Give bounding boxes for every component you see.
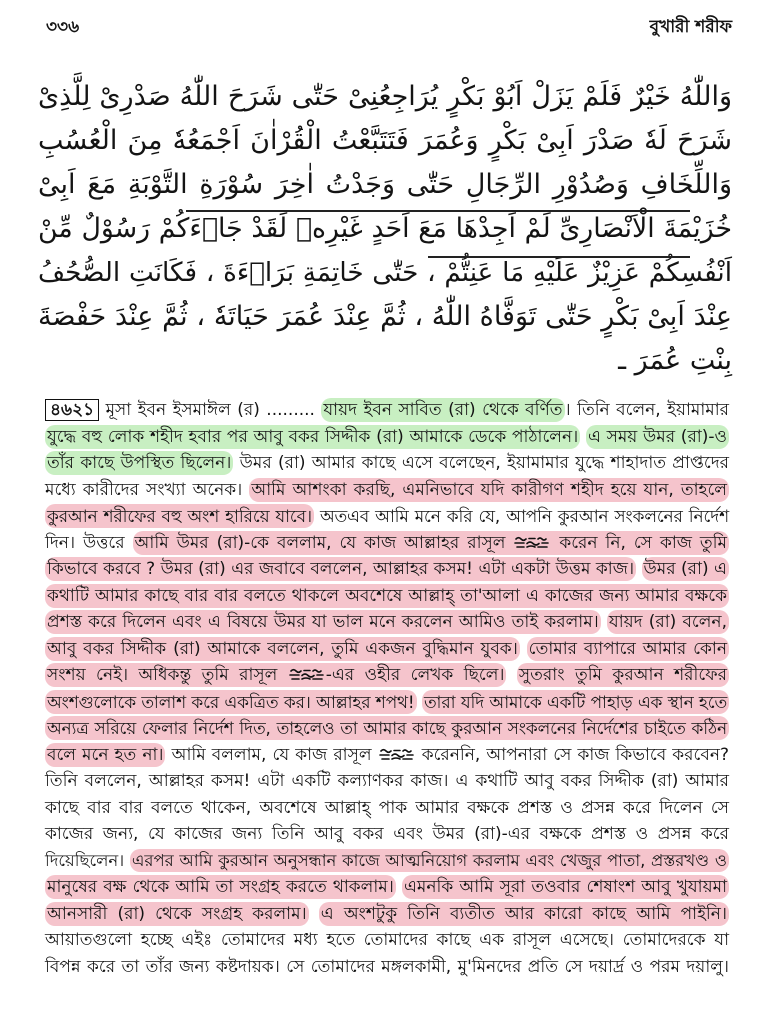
- highlighted-text: তারা যদি আমাকে একটি পাহাড় এক স্থান হতে: [423, 691, 728, 712]
- highlighted-text: কুরআন শরীফের বহু অংশ হারিয়ে যাবে।: [47, 506, 312, 526]
- hadith-line: [45, 768, 729, 795]
- highlighted-text: কথাটি আমার কাছে বার বার বলতে থাকলে অবশেষে আল্লাহ্ তা'আলা এ কাজের জন্য আমার বক্ষকে: [47, 585, 727, 606]
- arabic-line: عِنْدَ اَبِىْ بَكْرٍ حَتّٰى تَوَفَّاهُ اللّٰهُ ، ثُمَّ عِنْدَ عُمَرَ حَيَاتَهٗ ، ثُمَّ عِنْدَ حَفْصَةَ: [38, 301, 732, 332]
- text-segment: কাজের জন্য, যে কাজের জন্য তিনি আবু বকর এবং উমর (রা)-এর বক্ষকে প্রশস্ত ও প্রসন্ন করে: [45, 824, 729, 844]
- hadith-line: [45, 848, 729, 875]
- highlighted-text: যায়দ (রা) বলেন,: [608, 612, 727, 632]
- text-segment: আয়াতগুলো হচ্ছে এইঃ তোমাদের মধ্য হতে তোমাদের কাছে এক রাসূল এসেছে। তোমাদেরকে যা: [45, 930, 729, 950]
- hadith-line: [45, 795, 729, 822]
- highlighted-text: সুতরাং তুমি কুরআন শরীফের: [518, 665, 727, 685]
- highlighted-text: উমর (রা) এ: [643, 559, 727, 579]
- highlighted-text: তাঁর কাছে উপস্থিত ছিলেন।: [47, 453, 232, 473]
- hadith-translation-block: [45, 397, 729, 980]
- arabic-line: وَاللّٰهُ خَيْرٌ فَلَمْ يَزَلْ اَبُوْ بَكْرٍ يُرَاجِعُنِىْ حَتّٰى شَرَحَ اللّٰهُ صَدْرِىْ لِلَّذِىْ: [38, 81, 732, 112]
- arabic-underline: [186, 210, 690, 212]
- text-segment: আমি উমর (রা)-কে বললাম, যে কাজ আল্লাহর রাসূল: [134, 532, 514, 553]
- arabic-line: اَنْفُسِكُمْ عَزِيْزٌ عَلَيْهِ مَا عَنِتُّمْ ، حَتّٰى خَاتِمَةِ بَرَاۤءَةَ ، فَكَانَتِ الصُّحُفُ: [38, 258, 732, 288]
- highlighted-text: মানুষের বক্ষ থেকে আমি তা সংগ্রহ করতে থাকলাম।: [47, 877, 394, 897]
- text-segment: তিনি বললেন, আল্লাহর কসম! এটা একটি কল্যাণকর কাজ। এ কথাটি আবু বকর সিদ্দীক (রা) আমার: [45, 771, 729, 791]
- highlighted-text: যুদ্ধে বহু লোক শহীদ হবার পর আবু বকর সিদ্দীক (রা) আমাকে ডেকে পাঠালেন।: [47, 426, 579, 447]
- hadith-line: [45, 450, 729, 477]
- highlighted-text: আবু বকর সিদ্দীক (রা) আমাকে বললেন, তুমি একজন বুদ্ধিমান যুবক।: [47, 638, 518, 659]
- text-segment: আমি বললাম, যে কাজ রাসূল: [165, 744, 378, 765]
- highlighted-text: অন্যত্র সরিয়ে ফেলার নির্দেশ দিত, তাহলেও তা আমার কাছে কুরআন সংকলনের নির্দেশের চাইতে কঠিন: [47, 718, 727, 738]
- highlighted-text: তোমার ব্যাপারে আমার কোন: [528, 638, 728, 659]
- arabic-line: شَرَحَ لَهٗ صَدْرَ اَبِىْ بَكْرٍ وَعُمَرَ فَتَتَبَّعْتُ الْقُرْاٰنَ اَجْمَعُهٗ مِنَ الْعُسُبِ: [38, 125, 732, 156]
- arabic-line: وَاللِّخَافِ وَصُدُوْرِ الرِّجَالِ حَتّٰى وَجَدْتُ اٰخِرَ سُوْرَةِ التَّوْبَةِ مَعَ اَبِىْ: [38, 169, 732, 200]
- text-segment: [636, 559, 641, 579]
- highlighted-passage: [133, 531, 729, 555]
- hadith-line: [45, 742, 729, 769]
- hadith-line: [45, 609, 729, 636]
- hadith-line: [45, 715, 729, 742]
- text-segment: দিন। উত্তরে: [45, 532, 133, 553]
- running-header-title: বুখারী শরীফ: [649, 17, 732, 37]
- text-segment: -এর ওহীর লেখক ছিলে।: [325, 665, 505, 685]
- text-segment: সংশয় নেই। অধিকন্তু তুমি রাসূল: [47, 665, 288, 685]
- text-segment: । তিনি বলেন, ইয়ামামার: [564, 400, 729, 420]
- hadith-line: [45, 954, 729, 981]
- text-segment: বিপন্ন করে তা তাঁর জন্য কষ্টদায়ক। সে তোমাদের মঙ্গলকামী, মু'মিনদের প্রতি সে দয়ার্দ্র ও পরম দয়ালু।: [45, 956, 729, 977]
- arabic-text-block: [38, 75, 732, 383]
- hadith-line: [45, 662, 729, 689]
- salawat-glyph: [378, 747, 416, 762]
- salawat-icon: [513, 535, 551, 550]
- text-segment: মধ্যে কারীদের সংখ্যা অনেক।: [45, 479, 250, 500]
- highlighted-text: কিভাবে করবে ? উমর (রা) এর জবাবে বললেন, আল্লাহর কসম! এটা একটা উত্তম কাজ।: [47, 559, 635, 579]
- hadith-line: [45, 556, 729, 583]
- hadith-number-box: ৪৬২১: [45, 399, 99, 421]
- arabic-line: خُزَيْمَةَ الْاَنْصَارِىِّ لَمْ اَجِدْهَا مَعَ اَحَدٍ غَيْرِهٖ لَقَدْ جَاۤءَكُمْ رَسُوْلٌ مِّنْ: [38, 213, 732, 244]
- arabic-underline: [428, 256, 690, 258]
- hadith-line: [45, 583, 729, 610]
- text-segment: দিয়েছিলেন।: [45, 850, 130, 870]
- text-segment: উমর (রা) আমার কাছে এসে বলেছেন, ইয়ামামার যুদ্ধে শাহাদাত প্রাপ্তদের: [233, 453, 729, 473]
- arabic-line: بِنْتِ عُمَرَ ـ: [618, 345, 732, 376]
- hadith-line: [45, 927, 729, 954]
- highlighted-passage: [45, 663, 506, 687]
- highlighted-text: অংশগুলোকে তালাশ করে একত্রিত কর। আল্লাহর শপথ!: [47, 691, 415, 712]
- hadith-line: [45, 901, 729, 928]
- highlighted-text: এরপর আমি কুরআন অনুসন্ধান কাজে আত্মনিয়োগ করলাম এবং খেজুর পাতা, প্রস্তরখণ্ড ও: [131, 850, 727, 870]
- hadith-line: [45, 821, 729, 848]
- highlighted-text: যায়দ ইবন সাবিত (রা) থেকে বর্ণিত: [323, 400, 563, 420]
- hadith-line: [45, 424, 729, 451]
- salawat-icon: [378, 747, 416, 762]
- text-segment: [506, 665, 516, 685]
- salawat-glyph: [513, 535, 551, 550]
- salawat-glyph: [288, 667, 326, 682]
- hadith-line: [45, 530, 729, 557]
- highlighted-text: এ সময় উমর (রা)-ও: [587, 426, 727, 447]
- highlighted-text: এ অংশটুকু তিনি ব্যতীত আর কারো কাছে আমি পাইনি।: [320, 903, 728, 924]
- text-segment: [520, 639, 527, 659]
- text-segment: [601, 612, 607, 632]
- hadith-line: [45, 689, 729, 716]
- highlighted-text: এমনকি আমি সূরা তওবার শেষাংশ আবু খুযায়মা: [403, 877, 727, 897]
- hadith-line: [45, 874, 729, 901]
- hadith-line: [45, 397, 729, 424]
- salawat-icon: [288, 667, 326, 682]
- text-segment: কাছে বার বার বলতে থাকেন, অবশেষে আল্লাহ্ পাক আমার বক্ষকে প্রশস্ত ও প্রসন্ন করে দিলেন সে: [45, 797, 729, 818]
- hadith-line: [45, 636, 729, 663]
- text-segment: অতএব আমি মনে করি যে, আপনি কুরআন সংকলনের নির্দেশ: [313, 506, 729, 526]
- highlighted-text: বলে মনে হত না।: [47, 744, 164, 765]
- text-segment: [309, 904, 319, 924]
- text-segment: করেননি, আপনারা সে কাজ কিভাবে করবেন?: [415, 744, 729, 765]
- text-segment: মূসা ইবন ইসমাঈল (র) .........: [99, 400, 322, 420]
- highlighted-text: আমি আশংকা করছি, এমনিভাবে যদি কারীগণ শহীদ হয়ে যান, তাহলে: [251, 479, 727, 500]
- hadith-line: [45, 503, 729, 530]
- hadith-line: [45, 477, 729, 504]
- text-segment: করেন নি, সে কাজ তুমি: [551, 532, 727, 553]
- highlighted-text: আনসারী (রা) থেকে সংগ্রহ করলাম।: [47, 903, 307, 924]
- page-number: ৩৩৬: [46, 17, 80, 37]
- highlighted-text: প্রশস্ত করে দিলেন এবং এ বিষয়ে উমর যা ভাল মনে করলেন আমিও তাই করলাম।: [47, 612, 599, 632]
